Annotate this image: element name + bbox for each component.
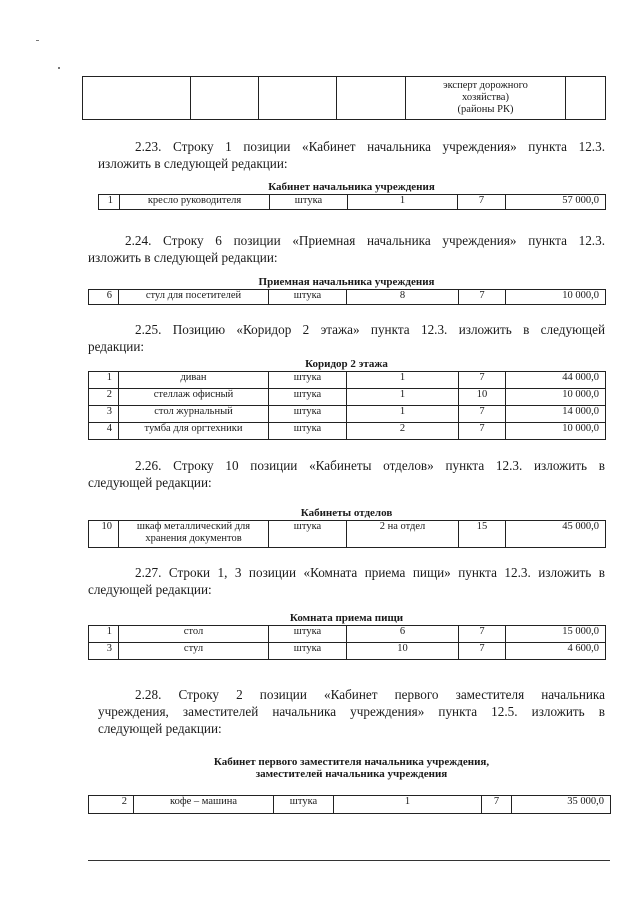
paragraph-line: следующей редакции: [88, 582, 212, 597]
paragraph-2-28 [98, 686, 605, 737]
paragraph-line: 2.24. Строку 6 позиции «Приемная начальника учреждения» пункта 12.3. [125, 233, 605, 248]
cell-unit: штука [269, 406, 347, 423]
footer-rule [88, 860, 610, 861]
cell-name: стул для посетителей [119, 290, 269, 305]
table-caption-line: заместителей начальника учреждения [255, 768, 448, 780]
cell-unit: штука [269, 643, 347, 660]
cell-years: 7 [459, 406, 506, 423]
cell-years: 7 [482, 796, 512, 814]
cell-price: 10 000,0 [506, 389, 606, 406]
top-table-cell [566, 77, 606, 120]
table-row [89, 796, 611, 814]
table-row [99, 195, 606, 210]
cell-name: стул [119, 643, 269, 660]
top-table [82, 76, 606, 120]
paragraph-line: изложить в следующей редакции: [88, 250, 278, 265]
table-2-27 [88, 625, 606, 660]
cell-years: 7 [458, 195, 506, 210]
table-row [89, 406, 606, 423]
table-row [89, 643, 606, 660]
cell-number: 2 [89, 389, 119, 406]
cell-name: кофе – машина [134, 796, 274, 814]
table-row [89, 423, 606, 440]
cell-number: 1 [89, 372, 119, 389]
cell-price: 14 000,0 [506, 406, 606, 423]
top-table-text-line: хозяйства) [462, 92, 509, 103]
top-table-cell [83, 77, 191, 120]
cell-quantity: 8 [347, 290, 459, 305]
paragraph-line: редакции: [88, 339, 145, 354]
cell-name: стеллаж офисный [119, 389, 269, 406]
table-row [89, 389, 606, 406]
cell-price: 10 000,0 [506, 290, 606, 305]
cell-number: 3 [89, 406, 119, 423]
paragraph-line: изложить в следующей редакции: [98, 156, 288, 171]
cell-quantity: 1 [347, 389, 459, 406]
top-table-text-line: (районы РК) [457, 104, 514, 115]
cell-name-line: хранения документов [145, 533, 242, 544]
cell-price: 35 000,0 [512, 796, 611, 814]
table-2-23 [98, 194, 606, 210]
cell-quantity: 6 [347, 626, 459, 643]
table-caption-2-24: Приемная начальника учреждения [258, 276, 435, 288]
cell-name-line: шкаф металлический для [136, 521, 251, 532]
paragraph-2-23 [98, 138, 605, 172]
top-table-text-line: эксперт дорожного [443, 80, 528, 91]
cell-quantity: 2 на отдел [347, 521, 459, 548]
paragraph-line: 2.28. Строку 2 позиции «Кабинет первого заместителя начальника [135, 687, 605, 702]
paragraph-line: учреждения, заместителей начальника учреждения» пункта 12.5. изложить в [98, 704, 605, 719]
cell-price: 4 600,0 [506, 643, 606, 660]
cell-unit: штука [269, 290, 347, 305]
cell-quantity: 1 [347, 372, 459, 389]
paragraph-line: 2.26. Строку 10 позиции «Кабинеты отделов» пункта 12.3. изложить в [135, 458, 605, 473]
cell-price: 10 000,0 [506, 423, 606, 440]
cell-quantity: 2 [347, 423, 459, 440]
cell-number: 3 [89, 643, 119, 660]
cell-years: 7 [459, 290, 506, 305]
cell-name: стол журнальный [119, 406, 269, 423]
cell-number: 1 [89, 626, 119, 643]
cell-unit: штука [269, 423, 347, 440]
cell-name: стол [119, 626, 269, 643]
cell-price: 57 000,0 [506, 195, 606, 210]
paragraph-2-27 [88, 564, 605, 598]
table-caption-2-23: Кабинет начальника учреждения [268, 181, 435, 193]
cell-unit: штука [269, 521, 347, 548]
cell-price: 44 000,0 [506, 372, 606, 389]
cell-unit: штука [274, 796, 334, 814]
table-2-25 [88, 371, 606, 440]
top-table-cell [259, 77, 337, 120]
cell-quantity: 10 [347, 643, 459, 660]
cell-number: 6 [89, 290, 119, 305]
top-table-cell-text [406, 77, 566, 120]
cell-number: 2 [89, 796, 134, 814]
table-row [89, 372, 606, 389]
cell-years: 7 [459, 372, 506, 389]
cell-unit: штука [269, 626, 347, 643]
paragraph-2-26 [88, 457, 605, 491]
paragraph-line: 2.27. Строки 1, 3 позиции «Комната приема пищи» пункта 12.3. изложить в [135, 565, 605, 580]
cell-price: 45 000,0 [506, 521, 606, 548]
cell-name [119, 521, 269, 548]
cell-unit: штука [270, 195, 348, 210]
table-row [89, 626, 606, 643]
cell-number: 10 [89, 521, 119, 548]
table-caption-line: Кабинет первого заместителя начальника учреждения, [213, 756, 490, 768]
cell-years: 10 [459, 389, 506, 406]
table-2-28 [88, 795, 611, 814]
cell-quantity: 1 [334, 796, 482, 814]
cell-quantity: 1 [348, 195, 458, 210]
paragraph-line: 2.25. Позицию «Коридор 2 этажа» пункта 12.3. изложить в следующей [135, 322, 605, 337]
cell-number: 1 [99, 195, 120, 210]
paragraph-2-24 [88, 232, 605, 266]
table-2-24 [88, 289, 606, 305]
top-table-cell [191, 77, 259, 120]
cell-name: диван [119, 372, 269, 389]
cell-name: тумба для оргтехники [119, 423, 269, 440]
scan-speck [36, 40, 39, 41]
top-table-cell [337, 77, 406, 120]
paragraph-line: следующей редакции: [98, 721, 222, 736]
cell-years: 7 [459, 626, 506, 643]
cell-years: 7 [459, 643, 506, 660]
table-caption-2-28 [88, 756, 615, 780]
table-caption-2-26: Кабинеты отделов [300, 507, 393, 519]
cell-price: 15 000,0 [506, 626, 606, 643]
paragraph-line: следующей редакции: [88, 475, 212, 490]
paragraph-line: 2.23. Строку 1 позиции «Кабинет начальника учреждения» пункта 12.3. [135, 139, 605, 154]
scan-speck [58, 67, 60, 69]
table-caption-2-27: Комната приема пищи [289, 612, 404, 624]
cell-unit: штука [269, 389, 347, 406]
paragraph-2-25 [88, 321, 605, 355]
table-2-26 [88, 520, 606, 548]
cell-name: кресло руководителя [120, 195, 270, 210]
table-row [89, 521, 606, 548]
cell-years: 15 [459, 521, 506, 548]
table-row [89, 290, 606, 305]
cell-quantity: 1 [347, 406, 459, 423]
cell-unit: штука [269, 372, 347, 389]
cell-number: 4 [89, 423, 119, 440]
table-caption-2-25: Коридор 2 этажа [305, 358, 388, 370]
cell-years: 7 [459, 423, 506, 440]
